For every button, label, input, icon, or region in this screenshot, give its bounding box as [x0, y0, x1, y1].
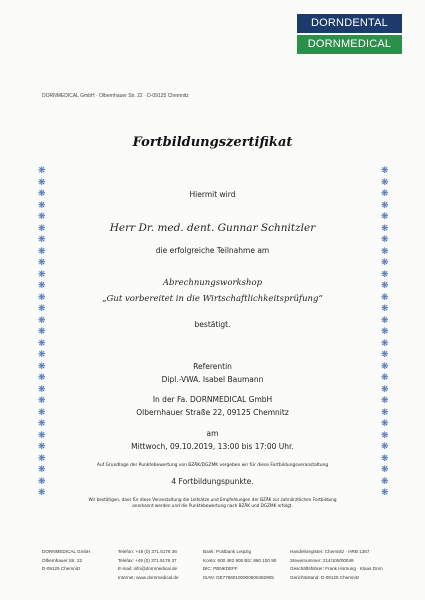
footer-registry	[290, 548, 383, 583]
border-star-icon: ❋	[38, 441, 46, 451]
footer-line: Steuernummer: 214/108/00049	[290, 557, 354, 563]
footer-line: D-09125 Chemnitz	[42, 566, 81, 572]
footer-line: Internet: www.dornmedical.de	[118, 575, 179, 581]
border-star-icon: ❋	[38, 211, 46, 221]
footer-line: Bank: Postbank Leipzig	[203, 549, 252, 554]
border-star-icon: ❋	[381, 441, 389, 451]
border-star-icon: ❋	[381, 487, 389, 497]
participation-text: die erfolgreiche Teilnahme am	[155, 246, 270, 255]
footer-company	[42, 548, 90, 574]
footer-line: Telefon: +49 (0) 371.5176 36	[118, 549, 177, 554]
border-star-icon: ❋	[381, 395, 389, 405]
certificate-title: Fortbildungszertifikat	[132, 135, 293, 150]
footer-line: DORNMEDICAL GmbH	[42, 549, 91, 554]
border-star-icon: ❋	[381, 291, 389, 302]
location-line-2: Olbernhauer Straße 22, 09125 Chemnitz	[136, 408, 289, 417]
border-star-icon: ❋	[38, 199, 46, 210]
footer-line: Konto: 600 482 905 Blz: 860 100 90	[203, 557, 277, 563]
border-star-icon: ❋	[38, 314, 46, 325]
border-star-icon: ❋	[38, 372, 46, 382]
border-star-icon: ❋	[38, 452, 46, 463]
footer-contact	[118, 548, 179, 583]
border-star-icon: ❋	[38, 395, 46, 405]
border-star-icon: ❋	[38, 429, 46, 440]
workshop-type: Abrechnungsworkshop	[162, 278, 263, 288]
border-star-icon: ❋	[38, 291, 46, 302]
sender-address-line: DORNMEDICAL GmbH · Olbernhauer Str. 22 · D-09125 Chemnitz	[42, 93, 189, 99]
points-text: 4 Fortbildungspunkte.	[171, 477, 254, 486]
confirmation-line-1: Wir bestätigen, dass für diese Veranstaltung die Leitsätze und Empfehlungen der BZÄK zur zahnärztlichen Fortbildung	[88, 497, 337, 502]
border-star-icon: ❋	[381, 326, 389, 336]
border-star-icon: ❋	[38, 487, 46, 497]
border-star-icon: ❋	[381, 372, 389, 382]
footer-bank	[203, 548, 276, 583]
border-star-icon: ❋	[381, 314, 389, 325]
border-star-icon: ❋	[381, 464, 389, 474]
border-star-icon: ❋	[38, 464, 46, 474]
border-star-icon: ❋	[381, 176, 389, 187]
border-star-icon: ❋	[381, 257, 389, 267]
footer-line: Handelsregister: Chemnitz · HRB 1367	[290, 549, 370, 554]
border-star-icon: ❋	[381, 337, 389, 348]
border-star-icon: ❋	[381, 360, 389, 371]
border-star-icon: ❋	[38, 245, 46, 256]
border-star-icon: ❋	[381, 383, 389, 394]
workshop-title: „Gut vorbereitet in die Wirtschaftlichkeitsprüfung“	[102, 294, 323, 304]
border-star-icon: ❋	[38, 418, 46, 428]
border-star-icon: ❋	[38, 349, 46, 359]
location-line-1: In der Fa. DORNMEDICAL GmbH	[152, 395, 273, 404]
border-star-icon: ❋	[381, 475, 389, 486]
border-star-icon: ❋	[38, 280, 46, 290]
border-star-icon: ❋	[38, 475, 46, 486]
points-basis-text: Auf Grundlage der Punktebewertung von BZÄK/DGZMK vergeben wir für diese Fortbildungsveranstaltung	[96, 463, 329, 468]
border-star-icon: ❋	[38, 165, 46, 175]
border-star-icon: ❋	[38, 257, 46, 267]
footer-line: E-mail: info@dornmedical.de	[118, 566, 178, 572]
border-star-icon: ❋	[381, 268, 389, 279]
footer-line: Geschäftsführer: Frank Hornung · Klaus Dorn	[290, 566, 383, 572]
border-star-icon: ❋	[381, 245, 389, 256]
border-star-icon: ❋	[381, 211, 389, 221]
border-star-icon: ❋	[381, 406, 389, 417]
footer-line: Olbernhauer Str. 22	[42, 557, 83, 563]
border-star-icon: ❋	[381, 280, 389, 290]
border-star-icon: ❋	[381, 429, 389, 440]
border-star-icon: ❋	[381, 303, 389, 313]
speaker-label: Referentin	[193, 362, 232, 371]
confirmation-line-2: anerkannt werden und die Punktebewertung nach BZÄK und DGZMK erfolgt.	[132, 503, 293, 508]
participant-name: Herr Dr. med. dent. Gunnar Schnitzler	[109, 222, 316, 234]
company-logo	[297, 14, 402, 54]
border-star-icon: ❋	[381, 452, 389, 463]
border-star-icon: ❋	[381, 349, 389, 359]
footer-line: Telefax: +49 (0) 371.5176 37	[118, 557, 177, 563]
border-star-icon: ❋	[381, 234, 389, 244]
border-star-icon: ❋	[38, 326, 46, 336]
confirmed-text: bestätigt.	[194, 320, 231, 329]
date-line: Mittwoch, 09.10.2019, 13:00 bis 17:00 Uhr.	[131, 442, 294, 451]
date-prefix: am	[206, 429, 219, 438]
footer-line: ISAN: DE77860100900600482905	[203, 575, 274, 581]
logo-dornmedical: DORNMEDICAL	[297, 35, 402, 54]
border-star-icon: ❋	[381, 418, 389, 428]
border-star-icon: ❋	[38, 360, 46, 371]
border-star-icon: ❋	[38, 234, 46, 244]
border-star-icon: ❋	[38, 406, 46, 417]
border-star-icon: ❋	[38, 337, 46, 348]
border-star-icon: ❋	[38, 176, 46, 187]
speaker-name: Dipl.-VWA. Isabel Baumann	[161, 375, 264, 384]
footer-line: Gerichtsstand: D-09125 Chemnitz	[290, 575, 360, 581]
border-star-icon: ❋	[381, 165, 389, 175]
border-star-icon: ❋	[38, 268, 46, 279]
border-star-icon: ❋	[38, 303, 46, 313]
border-star-icon: ❋	[381, 199, 389, 210]
intro-text: Hiermit wird	[189, 190, 236, 199]
footer-line: BIC: PBNKDEFF	[203, 566, 238, 572]
border-star-icon: ❋	[38, 383, 46, 394]
border-star-icon: ❋	[381, 188, 389, 198]
border-star-icon: ❋	[38, 222, 46, 233]
border-star-icon: ❋	[38, 188, 46, 198]
border-star-icon: ❋	[381, 222, 389, 233]
logo-dorndental: DORNDENTAL	[297, 14, 402, 33]
